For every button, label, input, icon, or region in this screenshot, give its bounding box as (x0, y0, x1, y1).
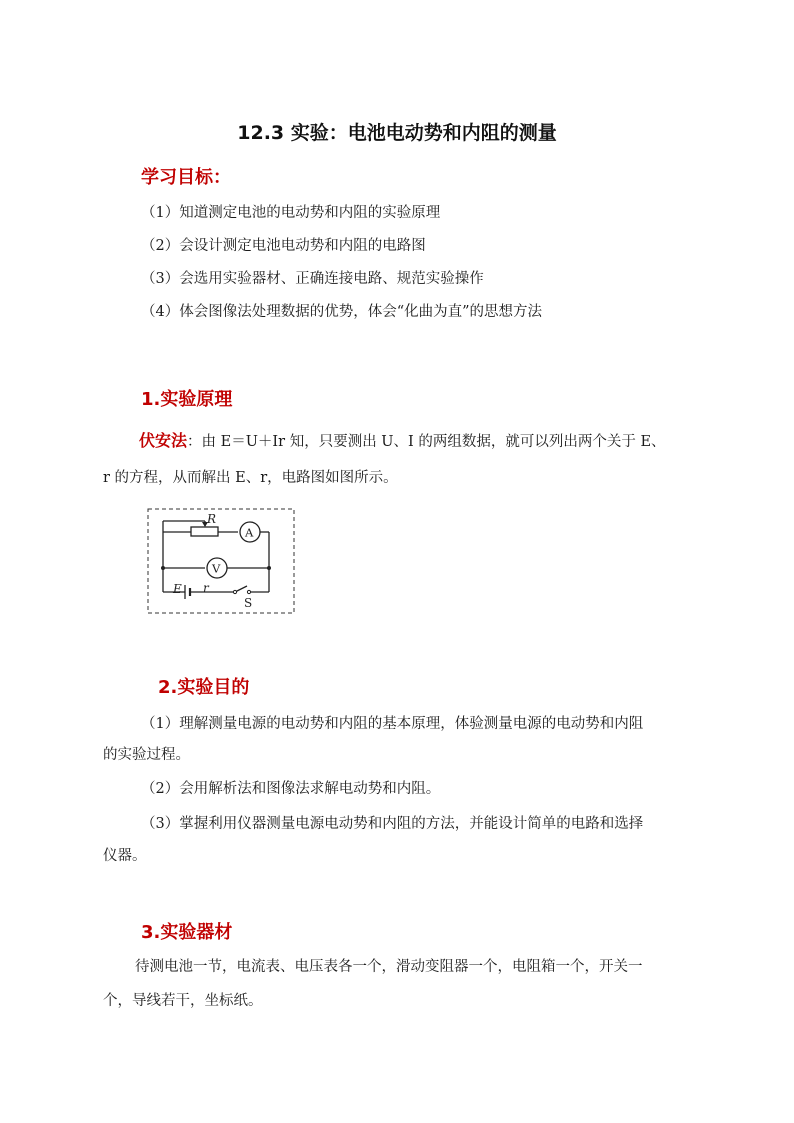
section3-line-2: 个，导线若干，坐标纸。 (103, 993, 263, 1009)
section2-item-1-cont: 的实验过程。 (103, 747, 190, 763)
page-title: 12.3 实验：电池电动势和内阻的测量 (237, 122, 557, 144)
section2-item-1: （1）理解测量电源的电动势和内阻的基本原理，体验测量电源的电动势和内阻 (141, 716, 644, 732)
section3-heading: 3.实验器材 (141, 922, 233, 943)
label-emf: E (173, 582, 182, 596)
circuit-diagram (147, 508, 295, 614)
section1-heading: 1.实验原理 (141, 389, 233, 410)
label-ammeter: A (245, 525, 254, 540)
objective-item-1: （1）知道测定电池的电动势和内阻的实验原理 (141, 205, 441, 221)
diagram-border (148, 509, 294, 613)
section1-text: ：由 E＝U＋Ir 知，只要测出 U、I 的两组数据，就可以列出两个关于 E、 (187, 434, 666, 450)
label-internal-resistance: r (203, 581, 209, 595)
section1-text-line1 (139, 431, 666, 452)
section1-text-line2: r 的方程，从而解出 E、r，电路图如图所示。 (103, 470, 398, 486)
label-r-rheostat: R (207, 512, 217, 526)
section2-item-2: （2）会用解析法和图像法求解电动势和内阻。 (141, 781, 441, 797)
section2-item-3: （3）掌握利用仪器测量电源电动势和内阻的方法，并能设计简单的电路和选择 (141, 816, 644, 832)
junction-right (267, 566, 271, 570)
method-label: 伏安法 (139, 431, 188, 450)
objective-item-2: （2）会设计测定电池电动势和内阻的电路图 (141, 238, 426, 254)
label-voltmeter: V (212, 561, 221, 576)
rheostat (191, 527, 218, 536)
objective-item-3: （3）会选用实验器材、正确连接电路、规范实验操作 (141, 271, 484, 287)
junction-left (161, 566, 165, 570)
section3-line-1: 待测电池一节，电流表、电压表各一个，滑动变阻器一个，电阻箱一个，开关一 (135, 959, 643, 975)
objective-item-4: （4）体会图像法处理数据的优势，体会“化曲为直”的思想方法 (141, 304, 543, 320)
section2-item-3-cont: 仪器。 (103, 848, 147, 864)
label-switch: S (244, 596, 253, 610)
section2-heading: 2.实验目的 (158, 677, 250, 698)
objectives-heading: 学习目标： (141, 167, 231, 188)
